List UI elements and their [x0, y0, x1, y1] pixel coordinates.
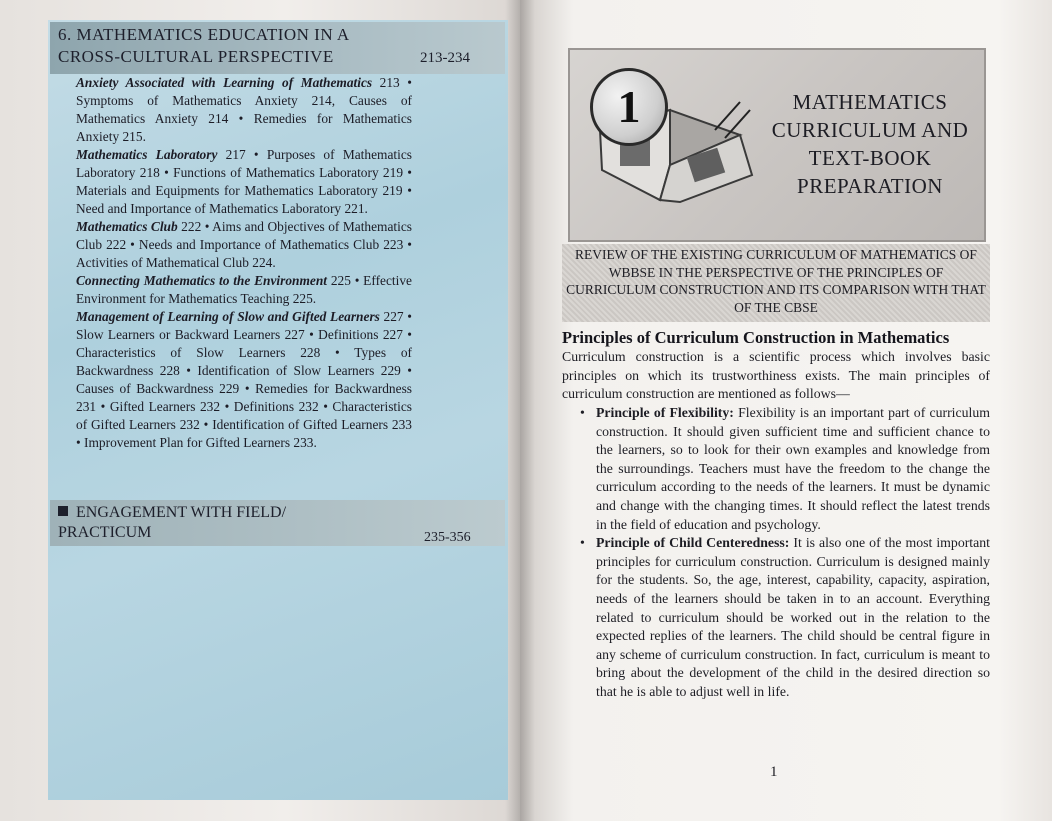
toc-entry [76, 218, 412, 272]
principle-name: Principle of Flexibility: [596, 405, 734, 420]
toc-entry-text: 217 • Purposes of Mathematics Laboratory 218 • Functions of Mathematics Laboratory 219 • Materials and Equipments for Mathematics Laboratory 219 • Need and Importance of Mathematics Laboratory 221. [76, 147, 412, 216]
toc-entry [76, 272, 412, 308]
unit6-title: 6. MATHEMATICS EDUCATION IN A CROSS-CULTURAL PERSPECTIVE [58, 25, 349, 66]
toc-entry-text: 222 • Aims and Objectives of Mathematics Club 222 • Needs and Importance of Mathematics Club 223 • Activities of Mathematical Club 224. [76, 219, 413, 270]
section-heading: Principles of Curriculum Construction in Mathematics [562, 328, 950, 347]
chapter-title-line: CURRICULUM AND [771, 118, 969, 142]
toc-entry-text: 225 • Effective Environment for Mathematics Teaching 225. [76, 273, 412, 306]
chapter-number: 1 [590, 68, 668, 146]
toc-entry-text: 213 • Symptoms of Mathematics Anxiety 214, Causes of Mathematics Anxiety 214 • Remedies for Mathematics Anxiety 215. [76, 75, 412, 144]
square-bullet-icon [58, 506, 68, 516]
toc-entry-topic: Management of Learning of Slow and Gifted Learners [76, 309, 380, 324]
toc-entry-topic: Mathematics Club [76, 219, 178, 234]
chapter-title [760, 88, 980, 200]
unit6-entries [76, 74, 412, 452]
book-gutter [505, 0, 535, 821]
toc-entry-text: 227 • Slow Learners or Backward Learners 227 • Definitions 227 • Characteristics of Slow Learners 228 • Types of Backwardness 228 • Identification of Slow Learners 229 • Causes of Backwardness 229 • Remedies for Backwardness 231 • Gifted Learners 232 • Definitions 232 • Characteristics of Gifted Learners 232 • Identification of Gifted Learners 233 • Improvement Plan for Gifted Learners 233. [76, 309, 412, 450]
page-number: 1 [770, 764, 778, 780]
principle-item [580, 534, 990, 701]
principles-list [580, 404, 990, 702]
principle-name: Principle of Child Centeredness: [596, 535, 790, 551]
intro-text: Curriculum construction is a scientific process which involves basic principles on which its trustworthiness exists. The main principles of curriculum construction are mentioned as follows— [562, 349, 990, 401]
intro-paragraph [562, 348, 990, 404]
toc-entry [76, 74, 412, 146]
toc-entry-topic: Connecting Mathematics to the Environment [76, 273, 328, 288]
engagement-title-text: ENGAGEMENT WITH FIELD/ PRACTICUM [58, 504, 287, 541]
toc-entry [76, 146, 412, 218]
toc-entry-topic: Mathematics Laboratory [76, 147, 218, 162]
engagement-pages: 235-356 [424, 530, 471, 545]
principle-item [580, 404, 990, 534]
chapter-title-line: PREPARATION [797, 174, 943, 198]
bullet-icon: • [580, 535, 585, 551]
toc-entry-topic: Anxiety Associated with Learning of Mathematics [76, 75, 373, 90]
toc-entry [76, 308, 412, 452]
engagement-title [58, 503, 358, 543]
review-banner-text: REVIEW OF THE EXISTING CURRICULUM OF MATHEMATICS OF WBBSE IN THE PERSPECTIVE OF THE PRINCIPLES OF CURRICULUM CONSTRUCTION AND ITS COMPARISON WITH THAT OF THE CBSE [566, 247, 986, 315]
chapter-title-line: MATHEMATICS [792, 90, 948, 114]
principle-text: Flexibility is an important part of curriculum construction. It should given sufficient time and sufficient chance to the learners, so to look for their own examples and knowledge from the surroundings. Teachers must have the freedom to the change the curriculum according to the needs of the learners. It must be dynamic and change with the changing times. It should reflect the latest trends in the field of education and psychology. [596, 405, 990, 532]
bullet-icon: • [580, 405, 585, 420]
principle-text: It is also one of the most important principles for curriculum construction. Curriculum is designed mainly for the students. So, the age, interest, capability, capacity, aspiration, needs of the learners should be taken in to an account. Everything related to curriculum should be worked out in the relation to the expected replies of the learners. The child should be central figure in any scheme of curriculum construction. In fact, curriculum is meant to bring about the development of the child in the desired direction so that he is able to adjust well in life. [596, 535, 990, 699]
unit6-pages: 213-234 [420, 50, 470, 66]
chapter-title-line: TEXT-BOOK [808, 146, 932, 170]
